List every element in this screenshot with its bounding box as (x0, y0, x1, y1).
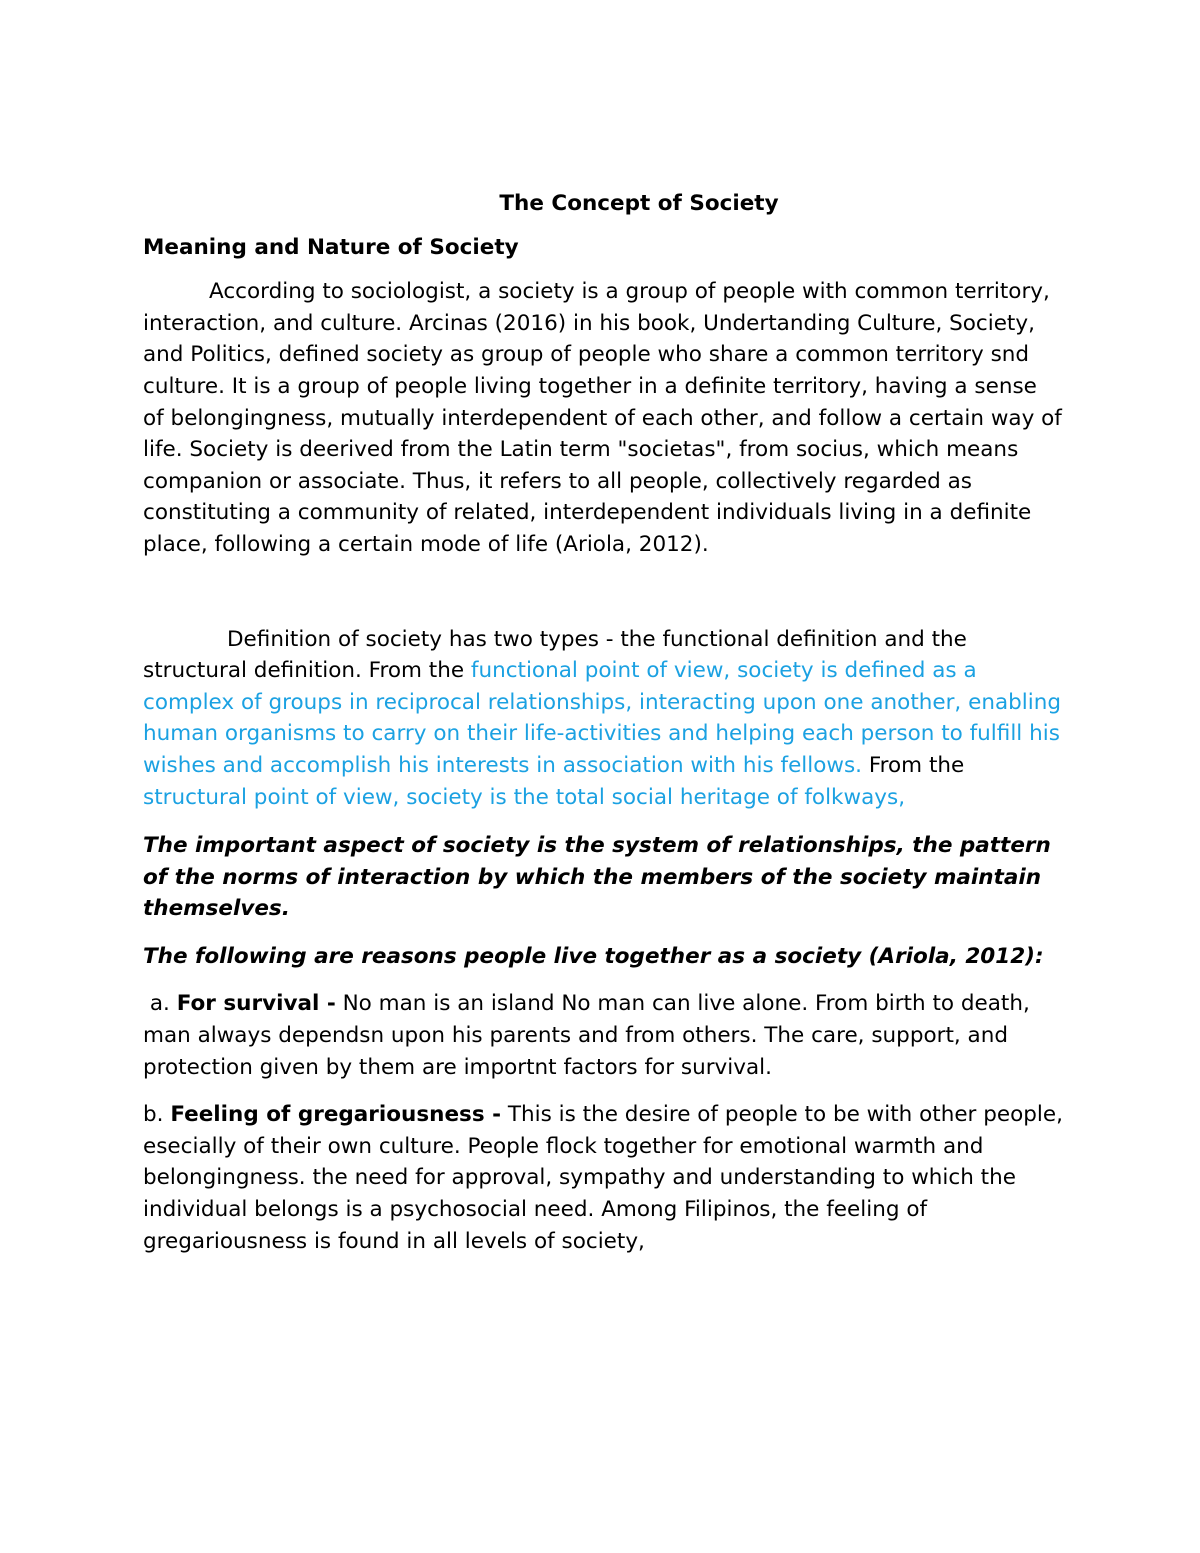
list-item-marker: a. (143, 991, 177, 1017)
list-item-marker: b. (143, 1102, 171, 1128)
definitions-intro: Definition of society has two types - the functional definition and the structural definition. From the (143, 626, 967, 684)
list-item (143, 988, 1063, 1083)
structural-definition-highlight: structural point of view, society is the total social heritage of folkways, (143, 784, 906, 810)
paragraph-meaning: According to sociologist, a society is a group of people with common territory, interaction, and culture. Arcinas (2016) in his book, Undertanding Culture, Society, and Politics, defined society as group of people who share a common territory snd culture. It is a group of people living together in a definite territory, having a sense of belongingness, mutually interdependent of each other, and follow a certain way of life. Society is deerived from the Latin term "societas", from socius, which means companion or associate. Thus, it refers to all people, collectively regarded as constituting a community of related, interdependent individuals living in a definite place, following a certain mode of life (Ariola, 2012). (143, 279, 1062, 557)
section-heading: Meaning and Nature of Society (143, 234, 519, 260)
list-item-text: No man is an island No man can live alone. From birth to death, man always dependsn upon his parents and from others. The care, support, and protection given by them are importnt factors for survival. (143, 991, 1037, 1080)
emphasis-paragraph: The important aspect of society is the system of relationships, the pattern of the norms of interaction by which the members of the society maintain themselves. (143, 833, 1051, 922)
functional-definition-highlight: functional point of view, society is defined as a complex of groups in reciprocal relationships, interacting upon one another, enabling human organisms to carry on their life-activities and helping each person to fulfill his wishes and accomplish his interests in association with his fellows. (143, 658, 1062, 778)
reasons-heading: The following are reasons people live together as a society (Ariola, 2012): (143, 943, 1044, 969)
document-page (143, 188, 1070, 1257)
list-item-text: This is the desire of people to be with other people, esecially of their own culture. People flock together for emotional warmth and belongingness. the need for approval, sympathy and understanding to which the individual belongs is a psychosocial need. Among Filipinos, the feeling of gregariousness is found in all levels of society, (143, 1102, 1070, 1254)
definitions-middle: From the (862, 752, 965, 778)
list-item (143, 1099, 1070, 1257)
paragraph-definitions (143, 624, 1063, 814)
list-item-term: For survival - (176, 991, 336, 1017)
list-item-term: Feeling of gregariousness - (170, 1102, 502, 1128)
document-title: The Concept of Society (499, 191, 779, 216)
